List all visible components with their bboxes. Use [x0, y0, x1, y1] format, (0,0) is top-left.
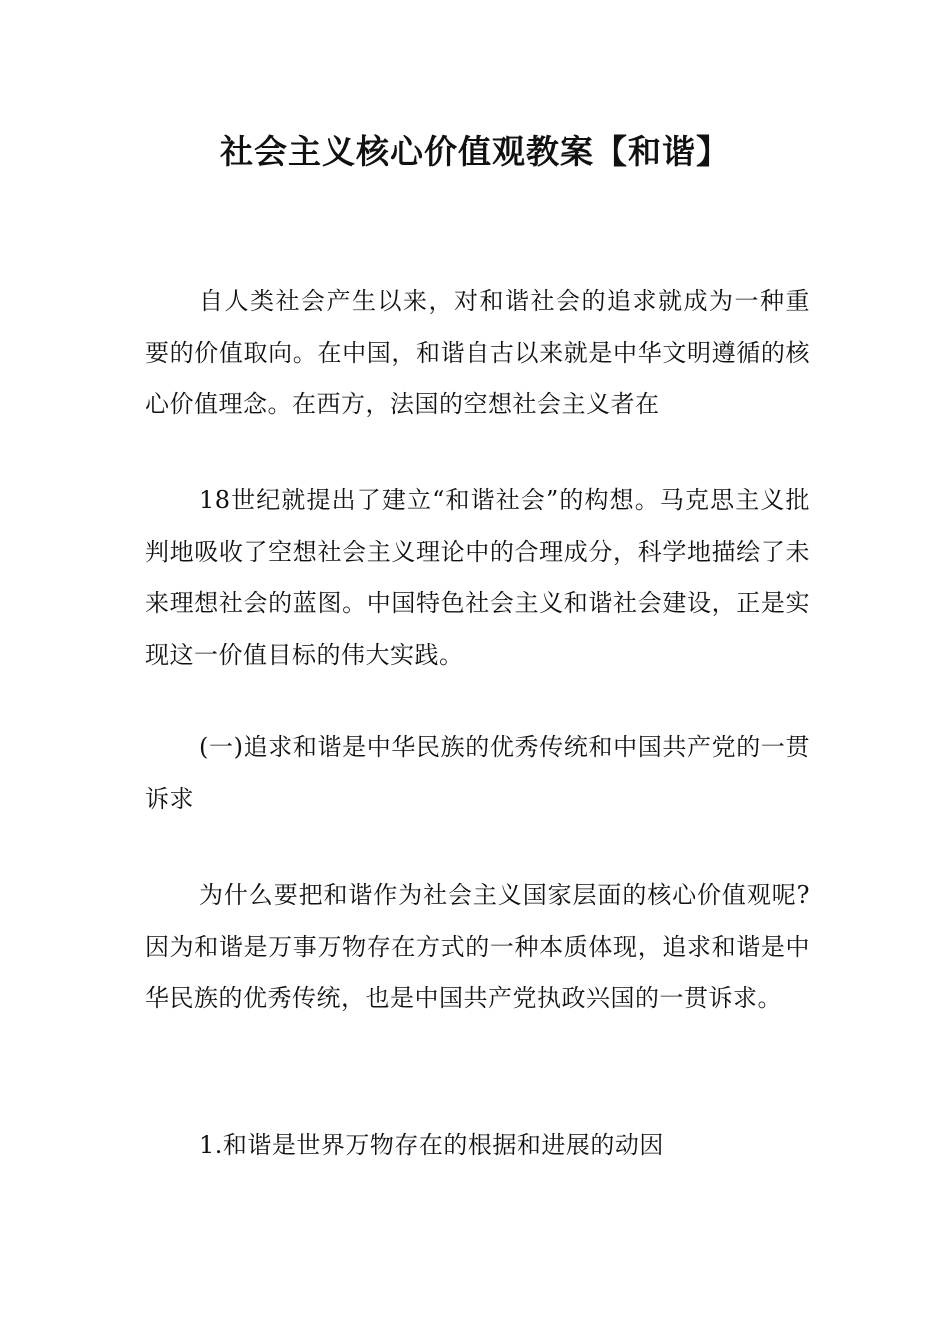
paragraph-intro: 自人类社会产生以来，对和谐社会的追求就成为一种重要的价值取向。在中国，和谐自古以来就是中华文明遵循的核心价值理念。在西方，法国的空想社会主义者在: [145, 287, 810, 418]
paragraph-history: 18世纪就提出了建立“和谐社会”的构想。马克思主义批判地吸收了空想社会主义理论中的合理成分，科学地描绘了未来理想社会的蓝图。中国特色社会主义和谐社会建设，正是实现这一价值目标的伟大实践。: [145, 486, 810, 669]
paragraph-why-harmony: 为什么要把和谐作为社会主义国家层面的核心价值观呢?因为和谐是万事万物存在方式的一种本质体现，追求和谐是中华民族的优秀传统，也是中国共产党执政兴国的一贯诉求。: [145, 881, 810, 1012]
subsection-heading-1: 1.和谐是世界万物存在的根据和进展的动因: [199, 1131, 664, 1159]
document-title: 社会主义核心价值观教案【和谐】: [220, 132, 730, 171]
section-heading-1: (一)追求和谐是中华民族的优秀传统和中国共产党的一贯诉求: [145, 733, 810, 813]
